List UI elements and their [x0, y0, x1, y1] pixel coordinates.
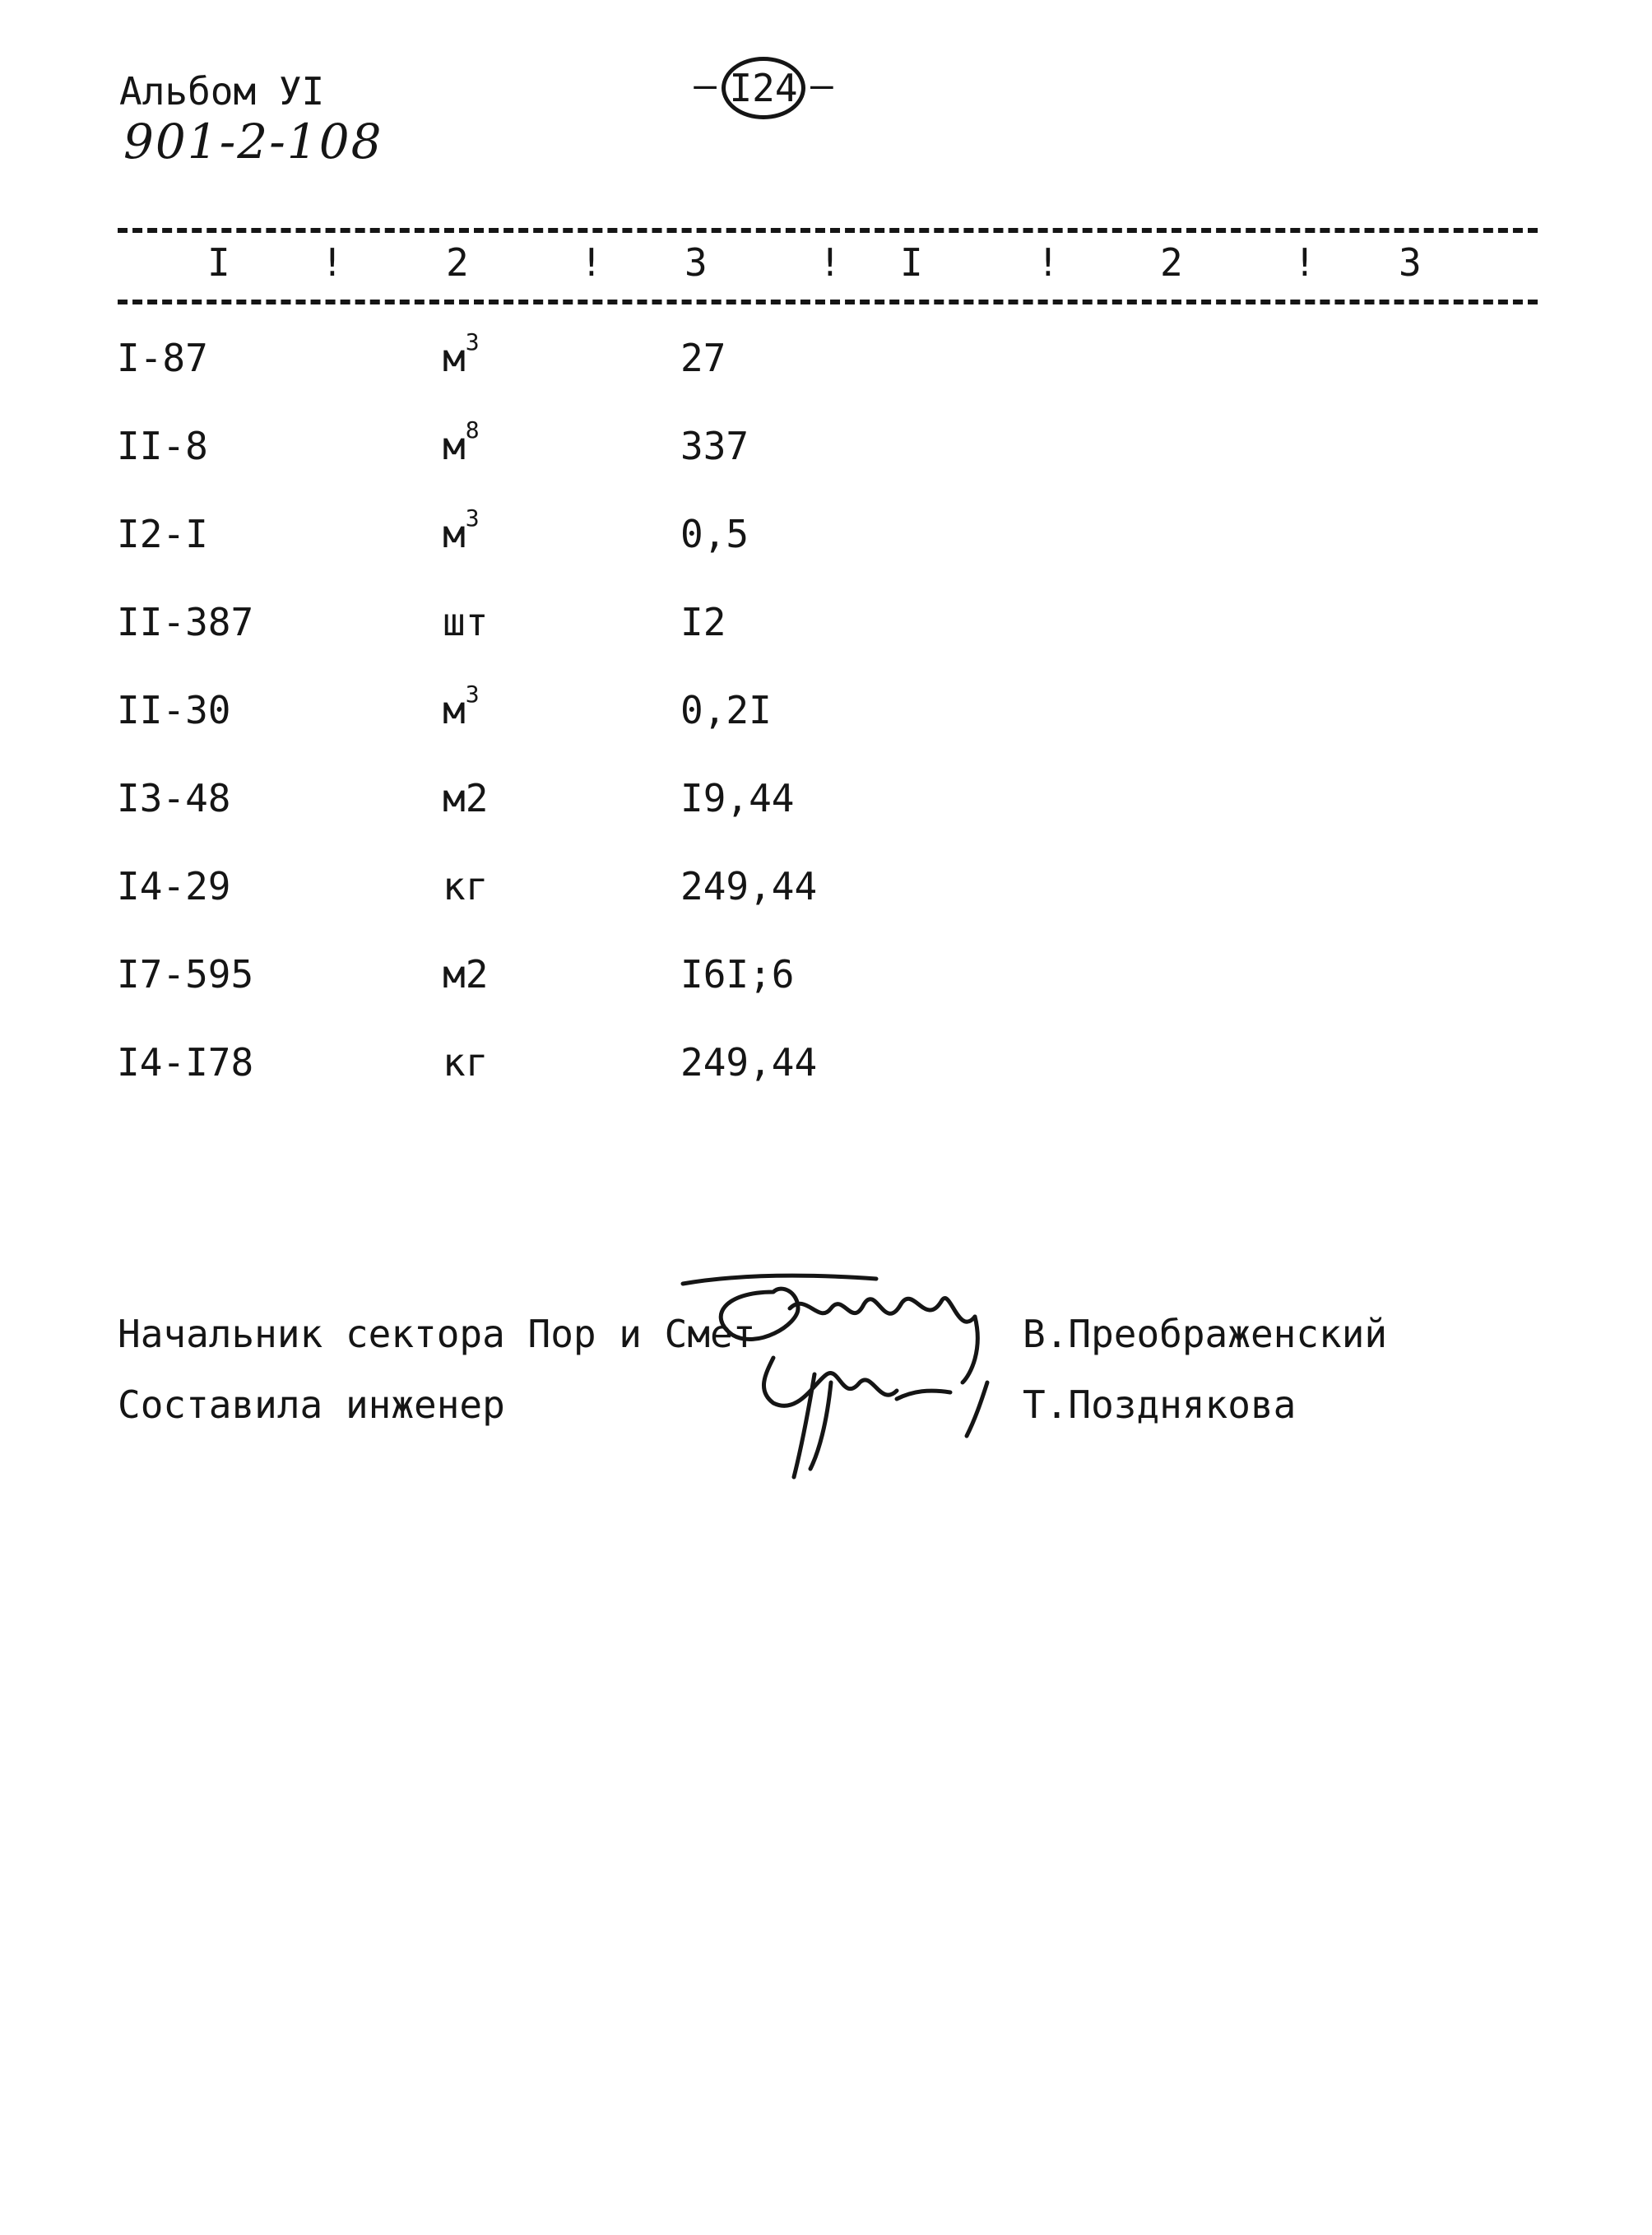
handwritten-signature	[675, 1259, 1020, 1481]
row-code: II-387	[117, 600, 254, 644]
unit-base: шт	[443, 600, 489, 644]
column-header: 2	[1160, 240, 1183, 285]
unit-base: м	[443, 424, 466, 468]
row-unit	[443, 416, 480, 468]
row-unit	[443, 681, 480, 732]
row-value: 337	[680, 424, 749, 468]
unit-exponent: 8	[465, 416, 480, 444]
column-header: 2	[446, 240, 469, 285]
signer-role: Составила инженер	[118, 1382, 505, 1427]
row-unit	[443, 864, 489, 908]
row-code: I-87	[117, 336, 208, 380]
unit-base: м	[443, 688, 466, 732]
row-unit	[443, 600, 489, 644]
row-unit	[443, 328, 480, 380]
project-code-handwritten: 901-2-108	[123, 114, 383, 170]
page-number: – I24 –	[681, 56, 846, 119]
column-separator: !	[1037, 240, 1060, 285]
row-code: I7-595	[117, 952, 254, 997]
row-code: II-8	[117, 424, 208, 468]
row-unit	[443, 1040, 489, 1085]
signer-name: В.Преображенский	[1023, 1312, 1388, 1356]
unit-base: м2	[443, 776, 489, 820]
row-code: I4-29	[117, 864, 231, 908]
table-top-rule	[118, 228, 1538, 233]
unit-base: м	[443, 512, 466, 556]
column-header: 3	[684, 240, 708, 285]
column-header: I	[207, 240, 230, 285]
unit-exponent: 3	[465, 681, 480, 708]
signer-name: Т.Позднякова	[1023, 1382, 1297, 1427]
row-value: I6I;6	[680, 952, 795, 997]
unit-exponent: 3	[465, 504, 480, 532]
page-number-circle: I24	[722, 57, 805, 119]
row-value: 0,5	[680, 512, 749, 556]
column-separator: !	[580, 240, 603, 285]
row-value: 249,44	[680, 1040, 818, 1085]
row-code: I4-I78	[117, 1040, 254, 1085]
unit-exponent: 3	[465, 328, 480, 355]
column-separator: !	[1293, 240, 1316, 285]
column-separator: !	[321, 240, 344, 285]
row-code: I3-48	[117, 776, 231, 820]
column-header: 3	[1399, 240, 1422, 285]
unit-base: м2	[443, 952, 489, 997]
table-bottom-rule	[118, 300, 1538, 304]
row-value: 0,2I	[680, 688, 772, 732]
unit-base: кг	[443, 864, 489, 908]
unit-base: м	[443, 336, 466, 380]
column-separator: !	[819, 240, 842, 285]
album-label: Альбом УI	[119, 69, 325, 114]
row-code: II-30	[117, 688, 231, 732]
row-value: 27	[680, 336, 726, 380]
row-value: I2	[680, 600, 726, 644]
row-unit	[443, 952, 489, 997]
row-unit	[443, 776, 489, 820]
unit-base: кг	[443, 1040, 489, 1085]
column-header: I	[900, 240, 923, 285]
row-value: 249,44	[680, 864, 818, 908]
row-value: I9,44	[680, 776, 795, 820]
row-code: I2-I	[117, 512, 208, 556]
signer-role: Начальник сектора Пор и Смет	[118, 1312, 756, 1356]
row-unit	[443, 504, 480, 556]
